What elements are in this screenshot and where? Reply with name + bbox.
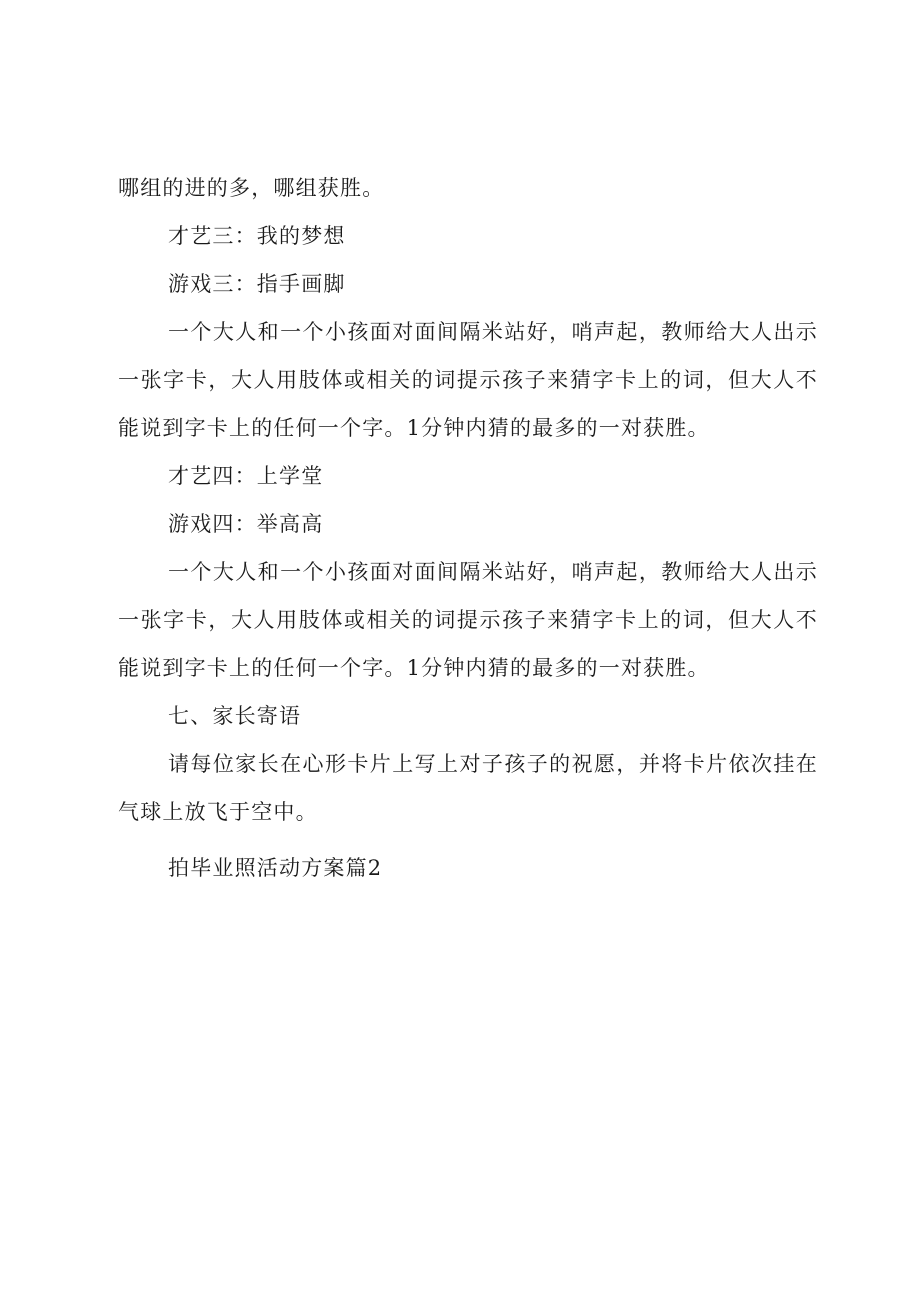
section-heading-talent-4: 才艺四：上学堂	[168, 464, 324, 488]
paragraph: 一个大人和一个小孩面对面间隔米站好，哨声起，教师给大人出示一张字卡，大人用肢体或相关的词提示孩子来猜字卡上的词，但大人不能说到字卡上的任何一个字。1分钟内猜的最多的一对获胜。	[118, 560, 818, 680]
section-heading-game-4: 游戏四：举高高	[168, 512, 324, 536]
section-heading-talent-3: 才艺三：我的梦想	[168, 224, 346, 248]
section-heading-game-3: 游戏三：指手画脚	[168, 272, 346, 296]
document-body	[118, 164, 818, 892]
article-title: 拍毕业照活动方案篇2	[168, 856, 383, 880]
paragraph: 请每位家长在心形卡片上写上对子孩子的祝愿，并将卡片依次挂在气球上放飞于空中。	[118, 752, 818, 824]
paragraph: 哪组的进的多，哪组获胜。	[118, 176, 385, 200]
paragraph: 一个大人和一个小孩面对面间隔米站好，哨声起，教师给大人出示一张字卡，大人用肢体或相关的词提示孩子来猜字卡上的词，但大人不能说到字卡上的任何一个字。1分钟内猜的最多的一对获胜。	[118, 320, 818, 440]
section-heading-parent-message: 七、家长寄语	[168, 704, 302, 728]
